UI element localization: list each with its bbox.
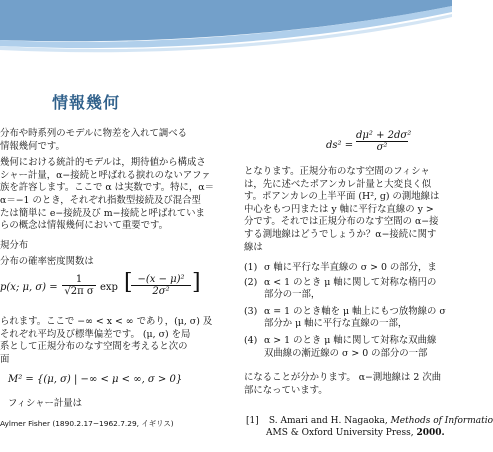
right-line: 線は <box>244 241 263 253</box>
list-item-cont: 双曲線の漸近線の σ > 0 の部分の一部 <box>264 347 428 359</box>
right-line: 分です。それでは正規分布のなす空間の α−接 <box>244 216 439 228</box>
header-ribbon-decoration <box>0 0 452 58</box>
density-exp-den: 2σ² <box>152 286 170 297</box>
geodesic-list <box>244 262 446 360</box>
left-line: 面 <box>0 353 10 365</box>
right-line: は，先に述べたポアンカレ計量と大変良く似 <box>244 178 432 190</box>
density-formula <box>0 282 58 293</box>
right-bracket: ] <box>192 270 201 295</box>
left-line: 系として正規分布のなす空間を考えると次の <box>0 341 188 353</box>
right-line: 中心をもつ円または y 軸に平行な直線の y > <box>244 203 434 215</box>
left-line: それぞれ平均及び標準偏差です。 (μ, σ) を局 <box>0 328 191 340</box>
density-intro: 分布の確率密度関数は <box>0 256 94 267</box>
reference <box>246 415 493 439</box>
right-line: 部になっています。 <box>244 384 328 396</box>
list-item: (4) α > 1 のとき μ 軸に関して対称な双曲線 <box>244 334 437 346</box>
density-lhs: p(x; μ, σ) = <box>0 282 58 293</box>
footnote: Aylmer Fisher (1890.2.17−1962.7.29, イギリス) <box>0 419 174 428</box>
density-frac-den: √2π σ <box>64 286 94 297</box>
ref-title: Methods of Informatio <box>390 416 493 426</box>
left-paragraph <box>0 128 214 233</box>
section-heading: 規分布 <box>0 240 29 251</box>
density-exp: exp <box>100 282 118 293</box>
density-frac-num: 1 <box>62 274 96 286</box>
left-line: 情報幾何です。 <box>0 140 65 152</box>
ref-publisher: AMS & Oxford University Press, <box>266 428 414 438</box>
left-line: α＝−1 のとき，それぞれ指数型接続及び混合型 <box>0 194 201 206</box>
left-line: られます。ここで −∞ < x < ∞ であり，(μ, σ) 及 <box>0 316 213 327</box>
list-item-cont: 部分か μ 軸に平行な直線の一部， <box>264 318 408 330</box>
left-line: たは簡単に e−接続及び m−接続と呼ばれていま <box>0 207 205 219</box>
density-fraction <box>62 274 96 297</box>
right-line: になることが分かります。 α−測地線は 2 次曲 <box>244 372 442 383</box>
list-item: (1) σ 軸に平行な半直線の σ > 0 の部分，ま <box>244 262 437 273</box>
metric-lhs: ds² = <box>326 140 354 151</box>
left-line: 分布や時系列のモデルに物差を入れて調べる <box>0 128 188 139</box>
reference-line-1 <box>246 415 493 427</box>
list-item: (2) α < 1 のとき μ 軸に関して対称な楕円の <box>244 276 437 288</box>
reference-line-2 <box>246 427 493 439</box>
metric-num: dμ² + 2dσ² <box>356 130 412 141</box>
right-line: す。ポアンカレの上半平面 (H², g) の測地線は <box>244 191 440 203</box>
density-exp-fraction <box>131 274 191 297</box>
ref-authors: S. Amari and H. Nagaoka, <box>268 416 388 426</box>
metric-fraction <box>356 130 412 153</box>
fisher-intro: フィシャー計量は <box>8 398 83 409</box>
closing-paragraph <box>244 372 441 397</box>
slide-title: 情報幾何 <box>52 93 121 112</box>
right-line: する測地線はどうでしょうか？α−接続に関す <box>244 228 437 240</box>
list-item: (3) α = 1 のとき軸を μ 軸上にもつ放物線の σ <box>244 305 446 317</box>
density-exp-num: −(x − μ)² <box>131 274 191 286</box>
left-line: らの概念は情報幾何において重要です。 <box>0 220 169 232</box>
right-paragraph <box>244 166 439 254</box>
list-item-cont: 部分の一部， <box>264 289 321 301</box>
metric-den: σ² <box>376 142 388 153</box>
left-bracket: [ <box>124 270 133 295</box>
ref-year: 2000. <box>416 428 445 438</box>
left-line: シャー計量，α−接続と呼ばれる捩れのないアファ <box>0 169 211 181</box>
ref-number: [1] <box>246 416 259 426</box>
left-line: 幾何における統計的モデルは，期待値から構成さ <box>0 157 206 169</box>
after-paragraph <box>0 316 212 366</box>
left-line: 族を許容します。ここで α は実数です。特に，α＝ <box>0 182 214 194</box>
right-line: となります。正規分布のなす空間のフィシャ <box>244 166 430 177</box>
manifold-formula: M² = {(μ, σ) | −∞ < μ < ∞, σ > 0} <box>8 374 183 385</box>
